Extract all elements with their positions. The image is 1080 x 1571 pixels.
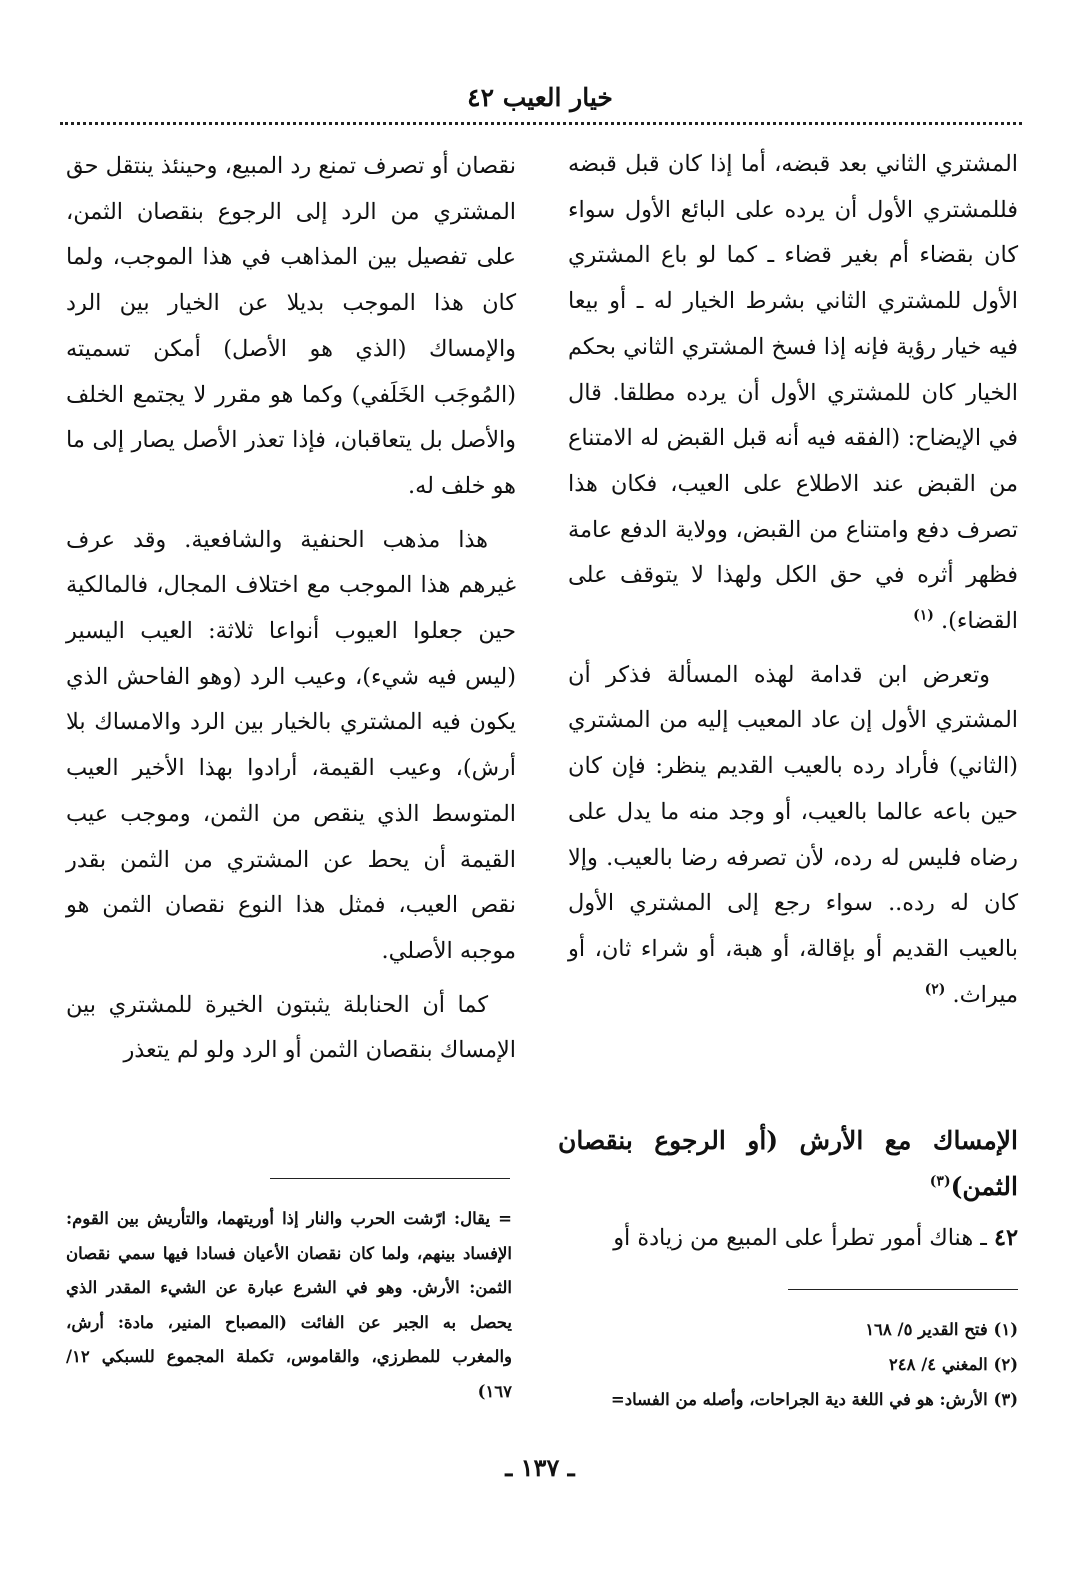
left-paragraph-2: هذا مذهب الحنفية والشافعية. وقد عرف غيرهم هذا الموجب مع اختلاف المجال، فالمالكية حين جعلوا العيوب أنواعا ثلاثة: العيب اليسير (ليس فيه شيء)، وعيب الرد (وهو الفاحش الذي يكون فيه المشتري بالخيار بين الرد والامساك بلا أرش)، وعيب القيمة، أرادوا بهذا الأخير العيب المتوسط الذي ينقص من الثمن، وموجب عيب القيمة أن يحط عن المشتري من الثمن بقدر نقص العيب، فمثل هذا النوع نقصان الثمن هو موجبه الأصلي.	[66, 526, 516, 964]
right-paragraph-2	[568, 653, 1018, 1019]
right-paragraph-2-text: وتعرض ابن قدامة لهذه المسألة فذكر أن المشتري الأول إن عاد المعيب إليه من المشتري (الثاني) فأراد رده بالعيب القديم ينظر: فإن كان حين باعه عالما بالعيب، أو وجد منه ما يدل على رضاه فليس له رده، لأن تصرفه رضا بالعيب. وإلا كان له رده.. سواء رجع إلى المشتري الأول بالعيب القديم أو بإقالة، أو هبة، أو شراء ثان، أو ميراث.	[568, 661, 1018, 1008]
left-column	[66, 144, 516, 1074]
running-header: خيار العيب ٤٢	[467, 83, 613, 112]
page-number: ـ ١٣٧ ـ	[505, 1453, 575, 1482]
footnote-ref-1: (١)	[913, 607, 934, 624]
right-footnote-rule	[788, 1289, 1018, 1290]
left-footnote-rule	[270, 1178, 510, 1179]
numbered-paragraph-text: ـ هناك أمور تطرأ على المبيع من زيادة أو	[613, 1225, 987, 1251]
footnote-continuation: = يقال: ارّشت الحرب والنار إذا أوريتهما، والتأريش بين القوم: الإفساد بينهم، ولما كان نقصان الأعيان فسادا فيها سمي نقصان الثمن: الأرش. وهو في الشرع عبارة عن الشيء المقدر الذي يحصل به الجبر عن الفائت (المصباح المنير، مادة: أرش، والمغرب للمطرزي، والقاموس، تكملة المجموع للسبكي ١٢/ ١٦٧)	[66, 1209, 512, 1401]
paragraph-number: ٤٢	[993, 1225, 1018, 1251]
left-paragraph-1: نقصان أو تصرف تمنع رد المبيع، وحينئذ ينتقل حق المشتري من الرد إلى الرجوع بنقصان الثمن، على تفصيل بين المذاهب في هذا الموجب، ولما كان هذا الموجب بديلا عن الخيار بين الرد والإمساك (الذي هو الأصل) أمكن تسميته (المُوجَب الخَلَفي) وكما هو مقرر لا يجتمع الخلف والأصل بل يتعاقبان، فإذا تعذر الأصل يصار إلى ما هو خلف له.	[66, 153, 516, 499]
footnote-2: (٢) المغني ٤/ ٢٤٨	[888, 1355, 1018, 1374]
left-paragraph-3: كما أن الحنابلة يثبتون الخيرة للمشتري بين الإمساك بنقصان الثمن أو الرد ولو لم يتعذر	[66, 991, 516, 1064]
numbered-paragraph	[558, 1216, 1018, 1260]
footnotes-list	[548, 1312, 1018, 1417]
right-paragraph-1	[568, 142, 1018, 645]
footnote-1: (١) فتح القدير ٥/ ١٦٨	[865, 1320, 1018, 1339]
footnote-ref-3: (٣)	[929, 1173, 951, 1190]
section-heading	[558, 1118, 1018, 1210]
right-paragraph-1-text: المشتري الثاني بعد قبضه، أما إذا كان قبل قبضه فللمشتري الأول أن يرده على البائع الأول سواء كان بقضاء أم بغير قضاء ـ كما لو باع المشتري الأول للمشتري الثاني بشرط الخيار له ـ أو بيعا فيه خيار رؤية فإنه إذا فسخ المشتري الثاني بحكم الخيار كان للمشتري الأول أن يرده مطلقا. قال في الإيضاح: (الفقه فيه أنه قبل القبض له الامتناع من القبض عند الاطلاع على العيب، فكان هذا تصرف دفع وامتناع من القبض، وولاية الدفع عامة فظهر أثره في حق الكل ولهذا لا يتوقف على القضاء).	[568, 151, 1018, 635]
footnote-3: (٣) الأرش: هو في اللغة دية الجراحات، وأصله من الفساد=	[610, 1390, 1018, 1409]
right-column	[568, 142, 1018, 1018]
header-dotted-rule	[60, 122, 1022, 125]
footnote-ref-2: (٢)	[924, 981, 946, 998]
section-heading-text: الإمساك مع الأرش (أو الرجوع بنقصان الثمن)	[558, 1126, 1018, 1201]
